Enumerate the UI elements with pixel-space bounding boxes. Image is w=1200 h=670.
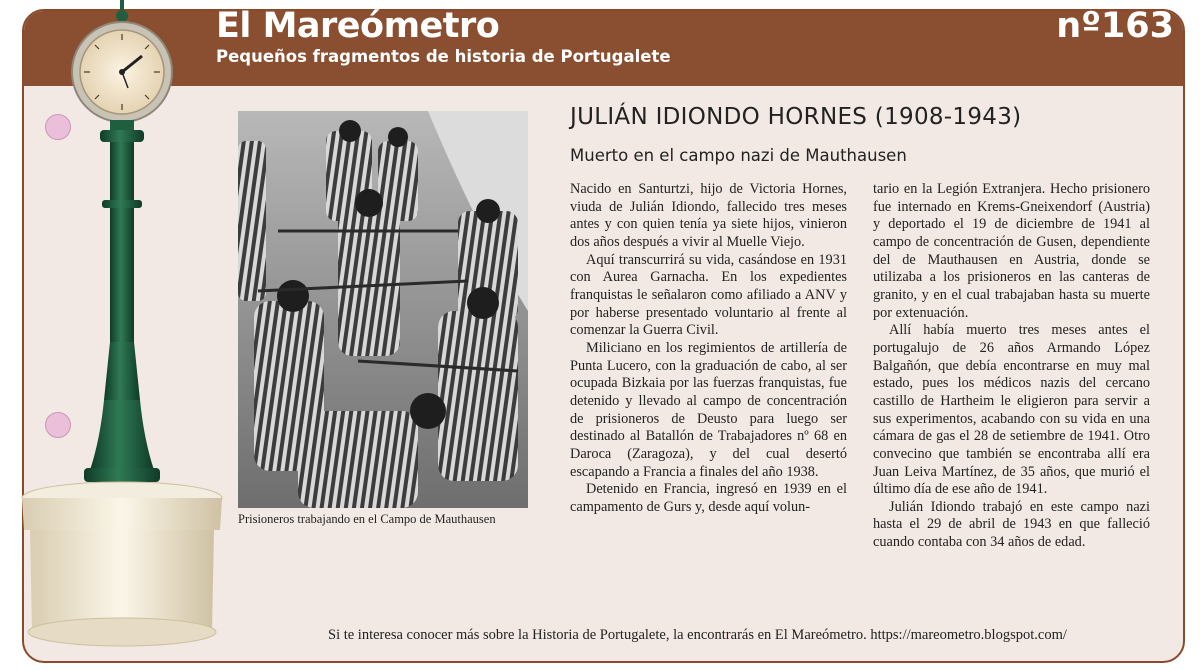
masthead-subtitle: Pequeños fragmentos de historia de Portugalete [216,47,671,66]
paragraph: Julián Idiondo trabajó en este campo nazi hasta el 29 de abril de 1943 en que falleció cuando contaba con 34 años de edad. [873,498,1150,551]
paragraph: Allí había muerto tres meses antes el portugalujo de 26 años Armando López Balgañón, que debía encontrarse en muy mal estado, pues los médicos nazis del cercano castillo de Hartheim le eligieron para servir a sus experimentos, acabando con su vida en una cámara de gas el 28 de setiembre de 1941. Otro convecino que también se encontraba allí era Juan Leiva Martínez, de 35 años, que murió el último día de ese año de 1941. [873,322,1150,498]
article-column-2 [873,181,1150,552]
paragraph: Nacido en Santurtzi, hijo de Victoria Hornes, viuda de Julián Idiondo, fallecido tres meses antes y con quien tenía ya siete hijos, vinieron dos años después a vivir al Muelle Viejo. [570,181,847,250]
photo-caption: Prisioneros trabajando en el Campo de Mauthausen [238,512,496,526]
article-headline: JULIÁN IDIONDO HORNES (1908-1943) [570,104,1022,130]
paragraph: Aquí transcurrirá su vida, casándose en 1931 con Aurea Garnacha. En los expedientes franquistas le señalaron como afiliado a ANV y por haberse presentado voluntario al frente al comenzar la Guerra Civil. [570,251,847,339]
masthead-title: El Mareómetro [216,6,500,46]
issue-number: nº163 [1056,6,1174,46]
prisoners-photo [238,111,528,508]
paragraph: tario en la Legión Extranjera. Hecho prisionero fue internado en Krems-Gneixendorf (Austria) y deportado el 19 de diciembre de 1941 al campo de concentración de Gusen, dependiente del de Mauthausen en Austria, donde se utilizaba a los prisioneros en las canteras de granito, y en el cual trabajaban hasta su muerte por extenuación. [873,181,1150,321]
footer-note: Si te interesa conocer más sobre la Historia de Portugalete, la encontrarás en El Mareómetro. https://mareometro.blogspot.com/ [328,627,1067,643]
paragraph: Miliciano en los regimientos de artillería de Punta Lucero, con la graduación de cabo, al ser ocupada Bizkaia por las fuerzas franquistas, fue detenido y llevado al campo de concentración de prisioneros de Deusto para luego ser destinado al Batallón de Trabajadores nº 68 en Daroca (Zaragoza), y del cual desertó escapando a Francia a finales del año 1938. [570,339,847,480]
article-column-1 [570,181,847,516]
paragraph: Detenido en Francia, ingresó en 1939 en el campamento de Gurs y, desde aquí volun- [570,481,847,515]
article-deck: Muerto en el campo nazi de Mauthausen [570,146,907,165]
tide-gauge-illustration [0,0,240,665]
